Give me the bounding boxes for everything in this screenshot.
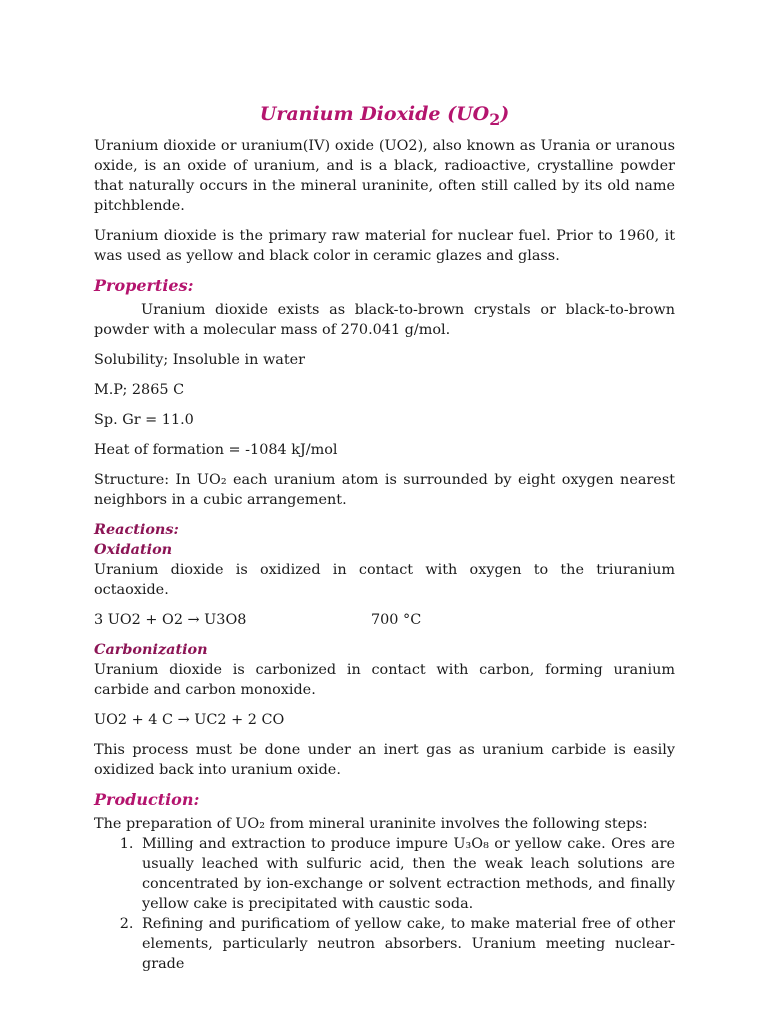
oxidation-equation-row: [94, 610, 675, 630]
property-structure: Structure: In UO₂ each uranium atom is surrounded by eight oxygen nearest neighbors in a cubic arrangement.: [94, 471, 675, 508]
production-intro: The preparation of UO₂ from mineral uraninite involves the following steps:: [94, 815, 648, 832]
reactions-heading: Reactions:: [94, 520, 179, 538]
carbonization-text: Uranium dioxide is carbonized in contact with carbon, forming uranium carbide and carbon monoxide.: [94, 661, 675, 698]
properties-heading: Properties:: [94, 275, 194, 295]
production-step: 2. Refining and purificatiom of yellow cake, to make material free of other elements, particularly neutron absorbers. Uranium meeting nuclear-grade: [138, 914, 675, 974]
intro-paragraph-1: Uranium dioxide or uranium(IV) oxide (UO2), also known as Urania or uranous oxide, is an oxide of uranium, and is a black, radioactive, crystalline powder that naturally occurs in the mineral uraninite, often still called by its old name pitchblende.: [94, 137, 675, 214]
oxidation-equation: 3 UO2 + O2 → U3O8: [94, 611, 247, 628]
page-title: [94, 102, 675, 132]
carbonization-note: This process must be done under an inert gas as uranium carbide is easily oxidized back into uranium oxide.: [94, 741, 675, 778]
carbonization-heading: Carbonization: [94, 640, 208, 658]
title-close-paren: ): [500, 103, 510, 125]
property-solubility: Solubility; Insoluble in water: [94, 351, 306, 368]
oxidation-condition: 700 °C: [371, 611, 422, 628]
intro-paragraph-2: Uranium dioxide is the primary raw material for nuclear fuel. Prior to 1960, it was used as yellow and black color in ceramic glazes and glass.: [94, 227, 675, 264]
property-heat-of-formation: Heat of formation = -1084 kJ/mol: [94, 441, 338, 458]
production-heading: Production:: [94, 789, 200, 809]
oxidation-heading: Oxidation: [94, 540, 173, 558]
oxidation-text: Uranium dioxide is oxidized in contact with oxygen to the triuranium octaoxide.: [94, 561, 675, 598]
property-melting-point: M.P; 2865 C: [94, 381, 185, 398]
properties-description: Uranium dioxide exists as black-to-brown crystals or black-to-brown powder with a molecular mass of 270.041 g/mol.: [94, 301, 675, 338]
property-specific-gravity: Sp. Gr = 11.0: [94, 411, 194, 428]
production-steps-list: [94, 834, 675, 974]
title-text: Uranium Dioxide (UO: [259, 103, 490, 125]
carbonization-equation: UO2 + 4 C → UC2 + 2 CO: [94, 711, 285, 728]
production-step: 1. Milling and extraction to produce impure U₃O₈ or yellow cake. Ores are usually leached with sulfuric acid, then the weak leach solutions are concentrated by ion-exchange or solvent ectraction methods, and finally yellow cake is precipitated with caustic soda.: [138, 834, 675, 914]
document-body: [94, 102, 675, 974]
title-subscript: 2: [489, 109, 501, 129]
